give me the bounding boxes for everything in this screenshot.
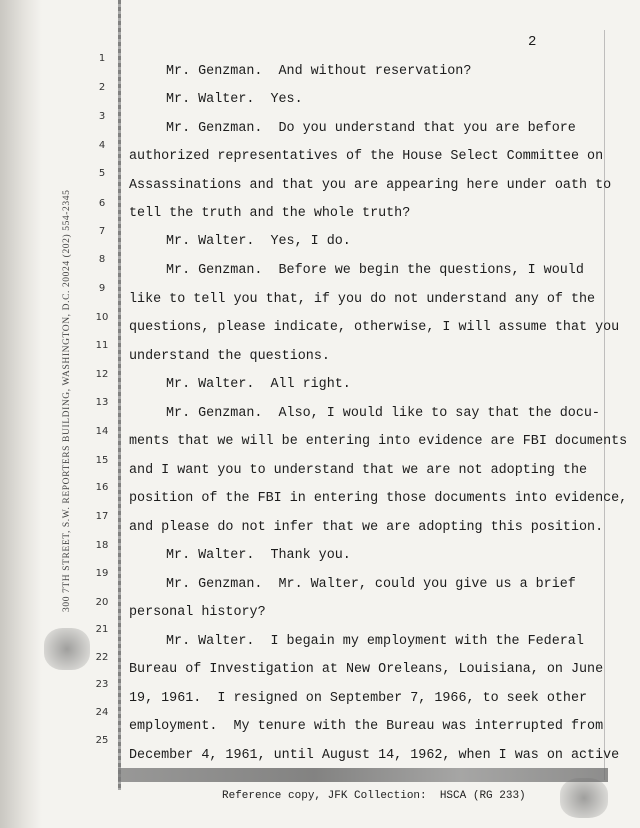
transcript-line: Mr. Genzman. Also, I would like to say that the docu- — [166, 406, 600, 421]
transcript-line: Mr. Walter. Yes, I do. — [166, 234, 351, 249]
transcript-line: Mr. Genzman. Do you understand that you are before — [166, 121, 576, 136]
transcript-line: Mr. Walter. I begain my employment with the Federal — [166, 634, 584, 649]
transcript-line: personal history? — [129, 605, 266, 620]
reference-footer: Reference copy, JFK Collection: HSCA (RG 233) — [222, 790, 526, 802]
transcript-line: Mr. Walter. Thank you. — [166, 548, 351, 563]
line-number: 14 — [95, 426, 109, 437]
transcript-line: Mr. Genzman. Mr. Walter, could you give us a brief — [166, 577, 576, 592]
line-number: 2 — [98, 82, 106, 93]
line-number: 22 — [95, 652, 109, 663]
scan-bottom-band — [118, 768, 608, 782]
reporter-stamp: 300 7TH STREET, S.W. REPORTERS BUILDING, WASHINGTON, D.C. 20024 (202) 554-2345 — [62, 189, 72, 612]
line-number: 15 — [95, 455, 109, 466]
line-number: 16 — [95, 482, 109, 493]
transcript-line: and please do not infer that we are adopting this position. — [129, 520, 604, 535]
line-number: 7 — [98, 226, 106, 237]
scan-shadow — [0, 0, 42, 828]
transcript-line: Mr. Walter. All right. — [166, 377, 351, 392]
transcript-line: ments that we will be entering into evidence are FBI documents — [129, 434, 628, 449]
transcript-line: December 4, 1961, until August 14, 1962, when I was on active — [129, 748, 620, 763]
transcript-line: Mr. Genzman. And without reservation? — [166, 64, 472, 79]
line-number: 4 — [98, 140, 106, 151]
line-number: 9 — [98, 283, 106, 294]
line-number: 6 — [98, 198, 106, 209]
line-number: 3 — [98, 111, 106, 122]
line-number: 21 — [95, 624, 109, 635]
line-number: 8 — [98, 254, 106, 265]
transcript-line: and I want you to understand that we are not adopting the — [129, 463, 588, 478]
page-number: 2 — [528, 34, 537, 50]
line-number: 25 — [95, 735, 109, 746]
transcript-line: 19, 1961. I resigned on September 7, 1966, to seek other — [129, 691, 588, 706]
transcript-line: authorized representatives of the House Select Committee on — [129, 149, 604, 164]
right-margin-rule — [604, 30, 605, 780]
transcript-line: like to tell you that, if you do not understand any of the — [129, 292, 596, 307]
transcript-line: tell the truth and the whole truth? — [129, 206, 411, 221]
transcript-line: understand the questions. — [129, 349, 330, 364]
transcript-line: Bureau of Investigation at New Oreleans, Louisiana, on June — [129, 662, 604, 677]
ink-smudge — [560, 778, 608, 818]
transcript-line: employment. My tenure with the Bureau was interrupted from — [129, 719, 604, 734]
line-number: 18 — [95, 540, 109, 551]
transcript-line: questions, please indicate, otherwise, I will assume that you — [129, 320, 620, 335]
line-number: 13 — [95, 397, 109, 408]
line-number: 10 — [95, 312, 109, 323]
left-margin-rule — [118, 0, 121, 790]
line-number: 11 — [95, 340, 109, 351]
line-number: 24 — [95, 707, 109, 718]
line-number: 1 — [98, 53, 106, 64]
line-number: 23 — [95, 679, 109, 690]
transcript-line: position of the FBI in entering those documents into evidence, — [129, 491, 628, 506]
line-number: 19 — [95, 568, 109, 579]
transcript-line: Assassinations and that you are appearing here under oath to — [129, 178, 612, 193]
line-number: 20 — [95, 597, 109, 608]
transcript-line: Mr. Genzman. Before we begin the questions, I would — [166, 263, 584, 278]
line-number: 12 — [95, 369, 109, 380]
transcript-line: Mr. Walter. Yes. — [166, 92, 303, 107]
line-number: 5 — [98, 168, 106, 179]
ink-smudge — [44, 628, 90, 670]
line-number: 17 — [95, 511, 109, 522]
